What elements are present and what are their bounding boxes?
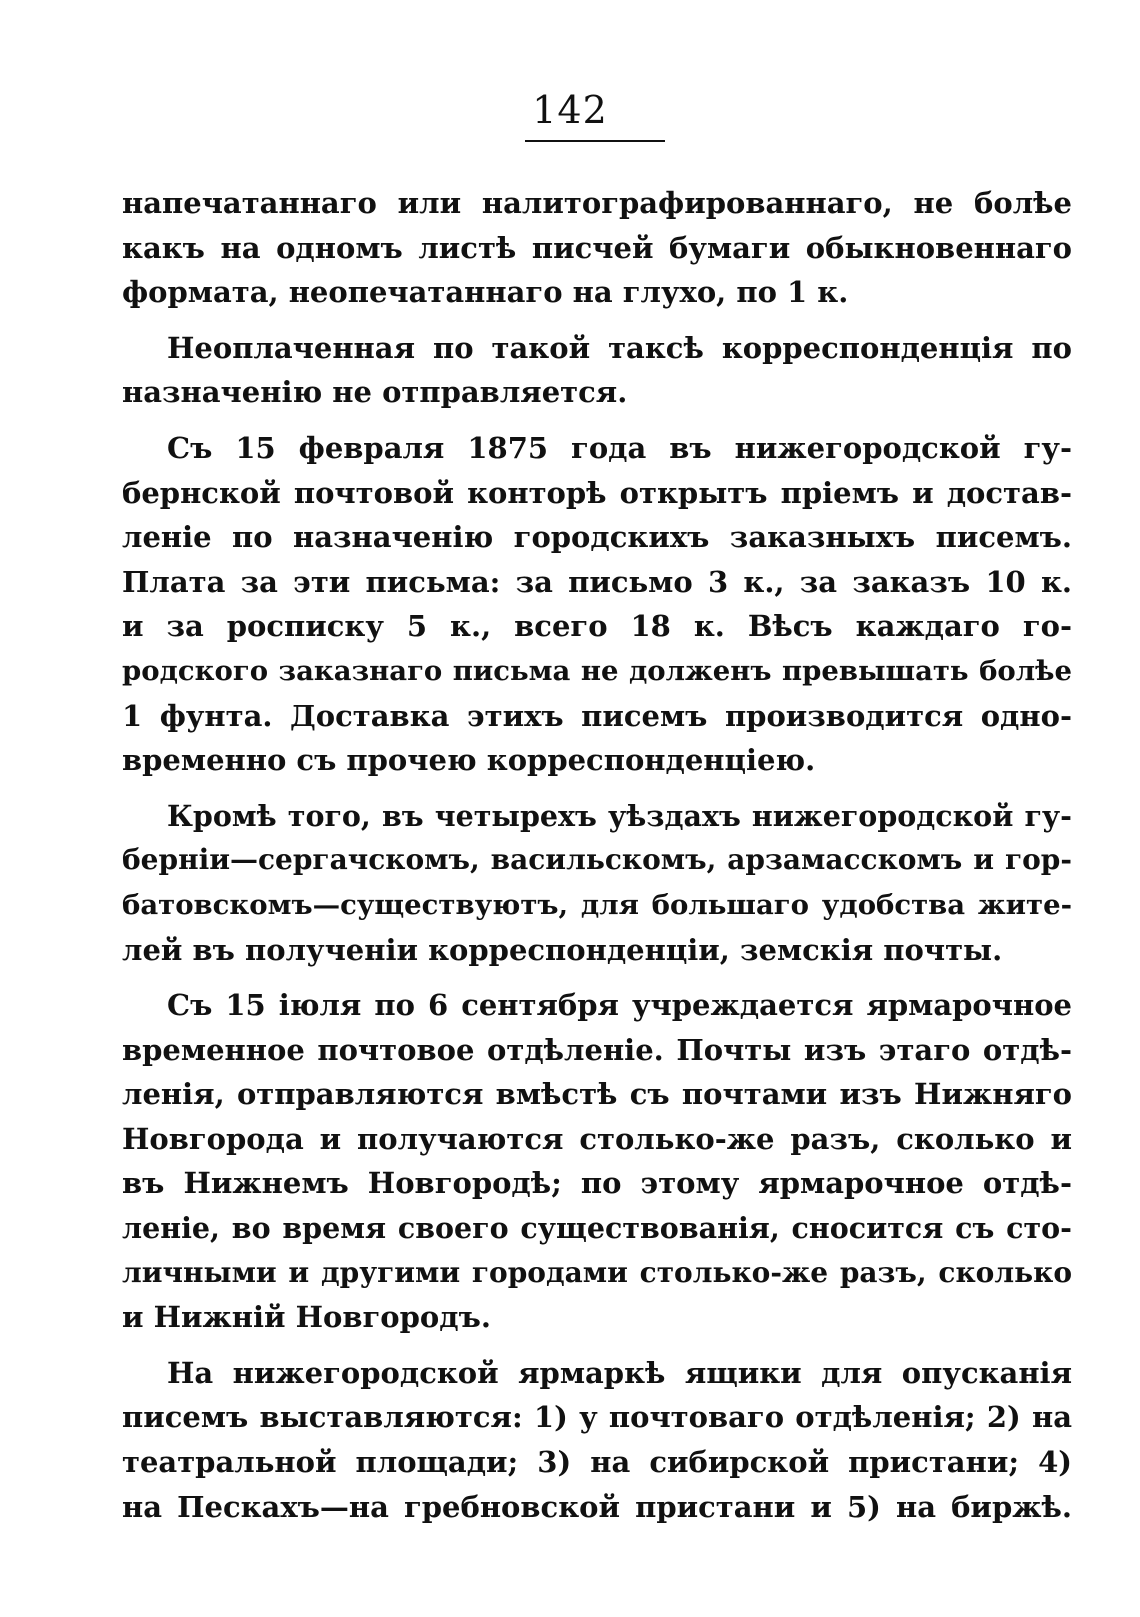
paragraph bbox=[122, 983, 1072, 1340]
text-line: Кромѣ того, въ четырехъ уѣздахъ нижегородской гу- bbox=[167, 798, 1072, 833]
paragraph bbox=[122, 794, 1072, 972]
text-line: бернской почтовой конторѣ открытъ пріемъ и достав- bbox=[122, 475, 1072, 510]
text-line: на Пескахъ—на гребновской пристани и 5) на биржѣ. bbox=[122, 1489, 1072, 1524]
text-line: временное почтовое отдѣленіе. Почты изъ этаго отдѣ- bbox=[122, 1032, 1072, 1067]
page-number-rule bbox=[525, 140, 665, 142]
text-line: писемъ выставляются: 1) у почтоваго отдѣленія; 2) на bbox=[122, 1400, 1072, 1435]
text-line: и за росписку 5 к., всего 18 к. Вѣсъ каждаго го- bbox=[122, 609, 1072, 644]
text-line: На нижегородской ярмаркѣ ящики для опусканія bbox=[167, 1355, 1072, 1390]
text-line: личными и другими городами столько-же разъ, сколько bbox=[122, 1255, 1072, 1289]
text-line: ленія, отправляются вмѣстѣ съ почтами изъ Нижняго bbox=[122, 1077, 1072, 1112]
paragraph bbox=[122, 326, 1072, 415]
text-line: въ Нижнемъ Новгородѣ; по этому ярмарочное отдѣ- bbox=[122, 1166, 1072, 1201]
text-line: формата, неопечатаннаго на глухо, по 1 к. bbox=[122, 275, 849, 310]
text-line: назначенію не отправляется. bbox=[122, 375, 628, 410]
text-line: какъ на одномъ листѣ писчей бумаги обыкновеннаго bbox=[122, 230, 1072, 265]
text-line: театральной площади; 3) на сибирской пристани; 4) bbox=[122, 1445, 1072, 1480]
paragraph bbox=[122, 1351, 1072, 1529]
text-line: напечатаннаго или налитографированнаго, не болѣе bbox=[122, 186, 1072, 220]
text-line: Съ 15 іюля по 6 сентября учреждается ярмарочное bbox=[167, 988, 1072, 1023]
text-line: Плата за эти письма: за письмо 3 к., за заказъ 10 к. bbox=[122, 564, 1072, 599]
text-line: родского заказнаго письма не долженъ превышать болѣе bbox=[122, 654, 1072, 687]
paragraph bbox=[122, 426, 1072, 783]
body-text bbox=[122, 181, 1072, 1529]
text-line: 1 фунта. Доставка этихъ писемъ производится одно- bbox=[122, 698, 1072, 733]
text-line: берніи—сергачскомъ, васильскомъ, арзамасскомъ и гор- bbox=[122, 843, 1072, 877]
text-line: Новгорода и получаются столько-же разъ, сколько и bbox=[122, 1121, 1072, 1156]
text-line: Съ 15 февраля 1875 года въ нижегородской гу- bbox=[167, 430, 1072, 465]
text-line: лей въ полученіи корреспонденціи, земскія почты. bbox=[122, 932, 1003, 967]
text-line: Неоплаченная по такой таксѣ корреспонденція по bbox=[167, 330, 1072, 365]
text-line: леніе по назначенію городскихъ заказныхъ писемъ. bbox=[122, 520, 1072, 555]
text-line: батовскомъ—существуютъ, для большаго удобства жите- bbox=[122, 888, 1072, 921]
page-number: 142 bbox=[532, 88, 608, 132]
text-line: леніе, во время своего существованія, сносится съ сто- bbox=[122, 1211, 1072, 1246]
text-line: временно съ прочею корреспонденціею. bbox=[122, 743, 816, 778]
paragraph bbox=[122, 181, 1072, 315]
text-line: и Нижній Новгородъ. bbox=[122, 1300, 491, 1335]
